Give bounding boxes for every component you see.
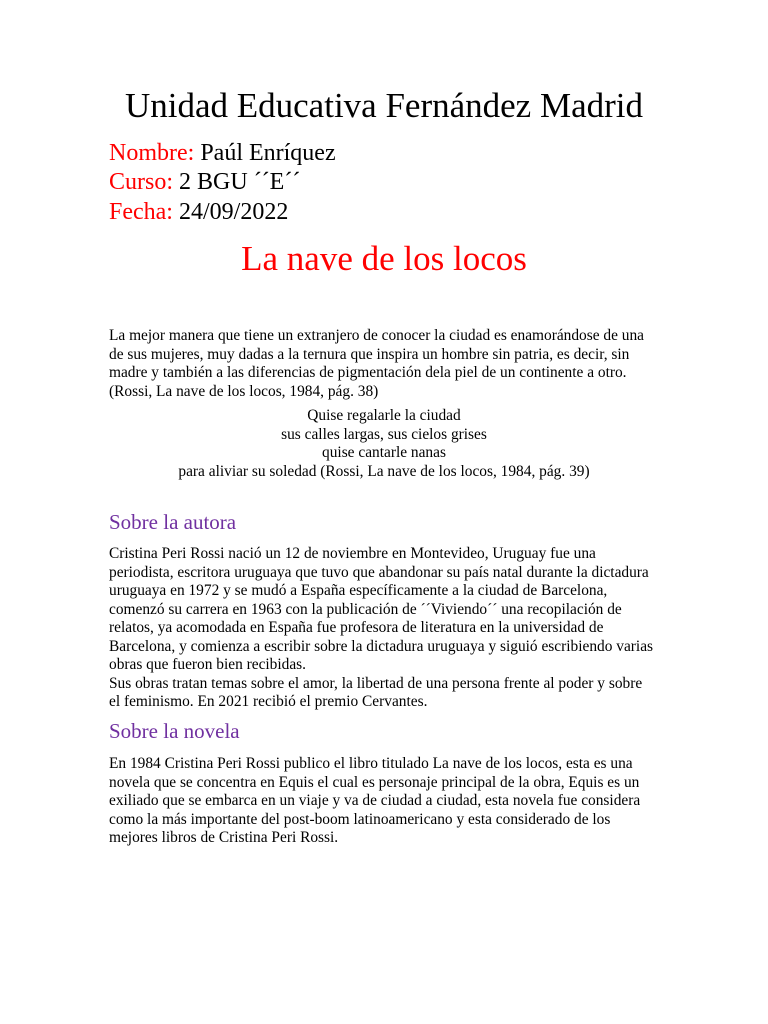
body-line: novela que se concentra en Equis el cual es personaje principal de la obra, Equis es un <box>109 773 640 791</box>
body-line: exiliado que se embarca en un viaje y va de ciudad a ciudad, esta novela fue considera <box>109 792 641 809</box>
body-line: obras que fueron bien recibidas. <box>109 656 307 673</box>
name-value: Paúl Enríquez <box>194 140 336 166</box>
section-heading-autora: Sobre la autora <box>109 510 237 534</box>
verse-line: quise cantarle nanas <box>322 444 446 461</box>
body-line: el feminismo. En 2021 recibió el premio Cervantes. <box>109 693 428 710</box>
body-line: Sus obras tratan temas sobre el amor, la libertad de una persona frente al poder y sobre <box>109 674 643 692</box>
body-line: como la más importante del post-boom latinoamericano y esta considerado de los <box>109 810 611 828</box>
verse-line: para aliviar su soledad (Rossi, La nave de los locos, 1984, pág. 39) <box>178 462 590 480</box>
section-body-novela <box>109 755 669 848</box>
body-line: comenzó su carrera en 1963 con la publicación de ´´Viviendo´´ una recopilación de <box>109 600 622 618</box>
book-title: La nave de los locos <box>241 239 527 278</box>
verse-line: sus calles largas, sus cielos grises <box>281 425 487 443</box>
body-line: periodista, escritora uruguaya que tuvo que abandonar su país natal durante la dictadura <box>109 563 649 581</box>
verse-line: Quise regalarle la ciudad <box>307 407 461 424</box>
quote-line: (Rossi, La nave de los locos, 1984, pág. 38) <box>109 382 379 400</box>
body-line: Barcelona, y comienza a escribir sobre la dictadura uruguaya y siguió escribiendo varias <box>109 637 654 655</box>
student-name-line <box>109 138 336 168</box>
date-value: 24/09/2022 <box>172 199 289 225</box>
quote-line: madre y también a las diferencias de pigmentación dela piel de un continente a otro. <box>109 364 627 381</box>
body-line: Cristina Peri Rossi nació un 12 de noviembre en Montevideo, Uruguay fue una <box>109 545 596 562</box>
quote-line: de sus mujeres, muy dadas a la ternura que inspira un hombre sin patria, es decir, sin <box>109 345 630 363</box>
course-label: Curso: <box>109 169 174 195</box>
section-body-autora <box>109 545 669 712</box>
course-value: 2 BGU ´´E´´ <box>173 169 301 195</box>
body-line: mejores libros de Cristina Peri Rossi. <box>109 829 339 846</box>
school-title: Unidad Educativa Fernández Madrid <box>124 86 643 125</box>
opening-quote <box>109 327 669 401</box>
body-line: En 1984 Cristina Peri Rossi publico el libro titulado La nave de los locos, esta es una <box>109 755 633 772</box>
quote-line: La mejor manera que tiene un extranjero de conocer la ciudad es enamorándose de una <box>109 327 645 344</box>
verse-quote <box>0 407 768 481</box>
name-label: Nombre: <box>109 140 195 166</box>
date-label: Fecha: <box>109 199 173 225</box>
course-line <box>109 167 300 197</box>
section-heading-novela: Sobre la novela <box>109 719 240 743</box>
body-line: uruguaya en 1972 y se mudó a España específicamente a la ciudad de Barcelona, <box>109 582 608 599</box>
date-line <box>109 197 288 227</box>
body-line: relatos, ya acomodada en España fue profesora de literatura en la universidad de <box>109 619 604 636</box>
